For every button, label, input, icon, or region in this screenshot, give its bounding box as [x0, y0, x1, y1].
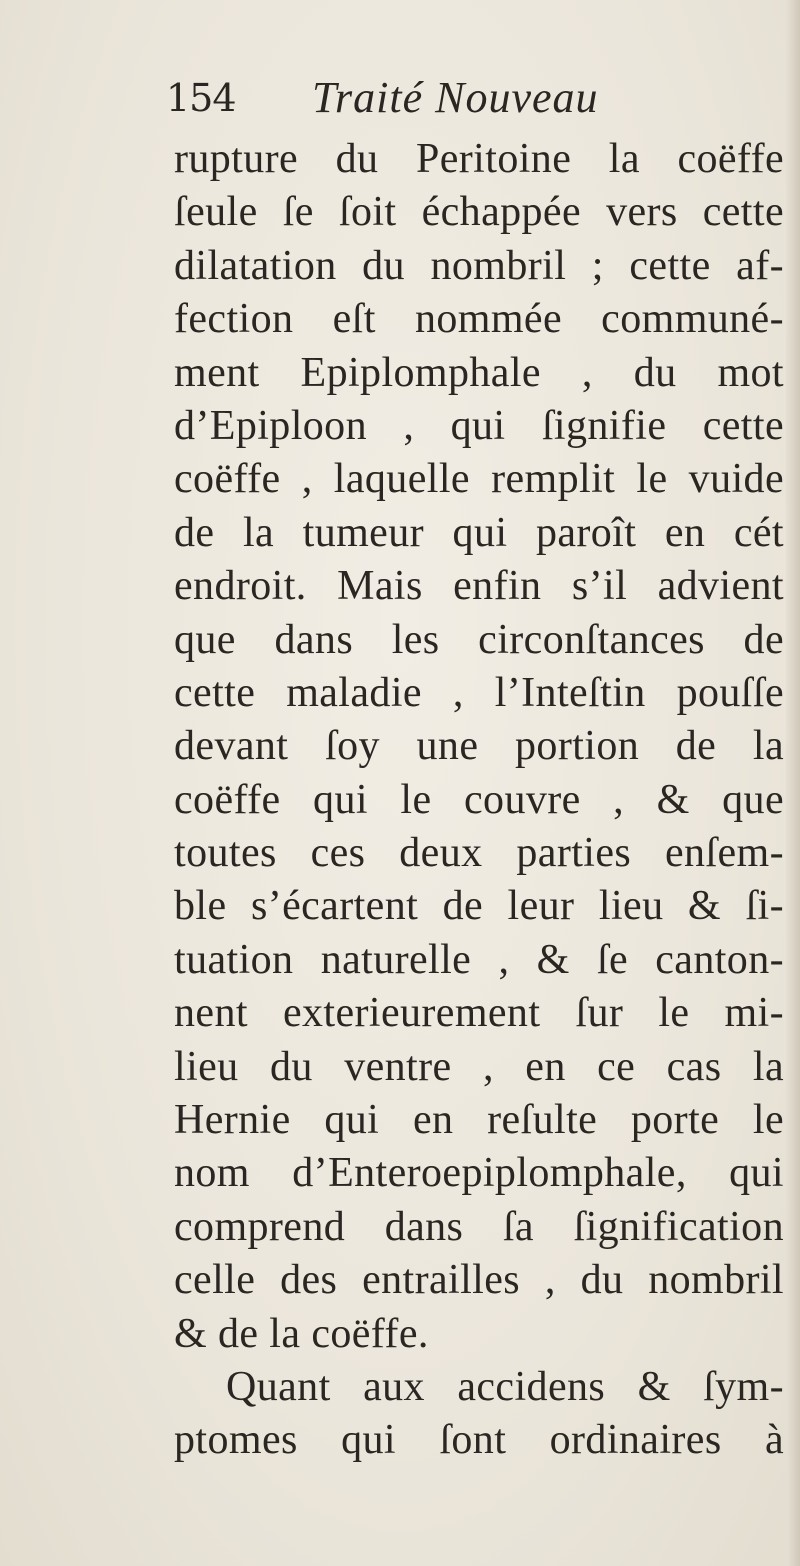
text-line: tuation naturelle , & ſe canton- [174, 936, 784, 983]
text-line: ſeule ſe ſoit échappée vers cette [174, 189, 784, 236]
text-line: celle des entrailles , du nombril [174, 1257, 784, 1304]
page-edge [786, 0, 800, 1566]
text-line: toutes ces deux parties enſem- [174, 830, 784, 877]
text-line: ptomes qui ſont ordinaires à [174, 1417, 784, 1464]
text-line: cette maladie , l’Inteſtin pouſſe [174, 669, 784, 716]
text-line: que dans les circonſtances de [174, 616, 784, 663]
text-line: nom d’Enteroepiplomphale, qui [174, 1150, 784, 1197]
text-line: devant ſoy une portion de la [174, 723, 784, 770]
text-line: ment Epiplomphale , du mot [174, 349, 784, 396]
text-line: & de la coëffe. [174, 1310, 429, 1357]
text-line: coëffe qui le couvre , & que [174, 776, 784, 823]
text-line: endroit. Mais enfin s’il advient [174, 563, 784, 610]
text-line: d’Epiploon , qui ſignifie cette [174, 402, 784, 449]
text-line: rupture du Peritoine la coëffe [174, 136, 784, 182]
text-line: Hernie qui en reſulte porte le [174, 1097, 784, 1144]
text-line: de la tumeur qui paroît en cét [174, 509, 784, 556]
text-line: Quant aux accidens & ſym- [226, 1363, 784, 1410]
text-line: dilatation du nombril ; cette af- [174, 242, 784, 289]
running-head: Traité Nouveau [312, 73, 599, 122]
text-line: fection eſt nommée communé- [174, 296, 784, 343]
text-line: coëffe , laquelle remplit le vuide [174, 456, 784, 503]
body-text [174, 133, 784, 1468]
page-number: 154 [166, 76, 236, 120]
text-line: nent exterieurement ſur le mi- [174, 990, 784, 1037]
text-line: ble s’écartent de leur lieu & ſi- [174, 883, 784, 930]
text-line: lieu du ventre , en ce cas la [174, 1043, 784, 1090]
page-header [166, 70, 766, 126]
text-line: comprend dans ſa ſignification [174, 1203, 784, 1250]
